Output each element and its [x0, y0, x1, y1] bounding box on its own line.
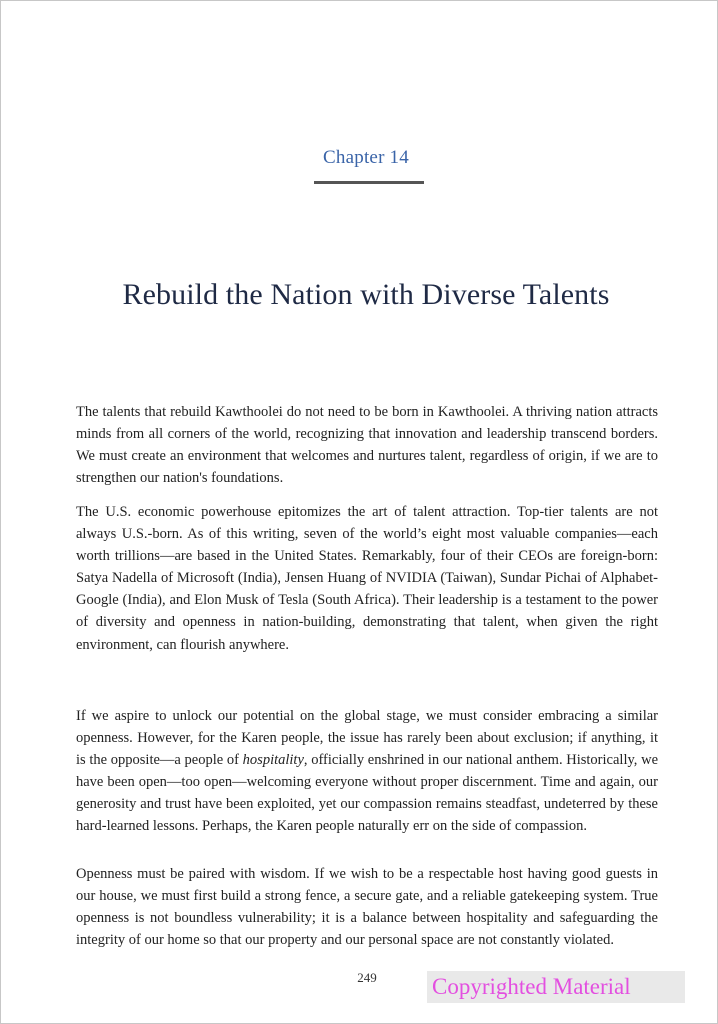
- chapter-divider: [314, 181, 424, 184]
- chapter-label: Chapter 14: [323, 147, 409, 168]
- paragraph-4-text: Openness must be paired with wisdom. If we wish to be a respectable host having good guests in our house, we must first build a strong fence, a secure gate, and a reliable gatekeeping system. True openness is not boundless vulnerability; it is a balance between hospitality and safeguarding the integrity of our home so that our property and our personal space are not constantly violated.: [76, 866, 658, 949]
- copyright-watermark: Copyrighted Material: [427, 971, 685, 1003]
- paragraph-3-text-end: , officially enshrined in our national anthem. Historically, we have been open—too open—welcoming everyone without proper discernment. Time and again, our generosity and trust have been exploited, yet our compassion remains steadfast, undeterred by these hard-learned lessons. Perhaps, the Karen people naturally err on the side of compassion.: [76, 752, 659, 835]
- paragraph-1: [76, 401, 658, 489]
- paragraph-3-text-start: If we aspire to unlock our potential on the global stage, we must consider embracing a similar openness. However, for the Karen people, the issue has rarely been about exclusion; if anything, it is the opposite—a people of: [76, 708, 658, 769]
- paragraph-2: [76, 501, 658, 656]
- paragraph-1-text: The talents that rebuild Kawthoolei do not need to be born in Kawthoolei. A thriving nation attracts minds from all corners of the world, recognizing that innovation and leadership transcend borders. We must create an environment that welcomes and nurtures talent, regardless of origin, if we are to strengthen our nation's foundations.: [76, 404, 658, 487]
- paragraph-2-text: The U.S. economic powerhouse epitomizes the art of talent attraction. Top-tier talents are not always U.S.-born. As of this writing, seven of the world’s eight most valuable companies—each worth trillions—are based in the United States. Remarkably, four of their CEOs are foreign-born: Satya Nadella of Microsoft (India), Jensen Huang of NVIDIA (Taiwan), Sundar Pichai of Alphabet-Google (India), and Elon Musk of Tesla (South Africa). Their leadership is a testament to the power of diversity and openness in nation-building, demonstrating that talent, when given the right environment, can flourish anywhere.: [76, 504, 658, 653]
- paragraph-3-text: [76, 705, 658, 838]
- paragraph-4: [76, 863, 658, 951]
- emphasis-hospitality: hospitality: [242, 752, 304, 769]
- page-number: 249: [357, 970, 377, 985]
- paragraph-3: [76, 705, 658, 838]
- chapter-title: Rebuild the Nation with Diverse Talents: [122, 278, 610, 311]
